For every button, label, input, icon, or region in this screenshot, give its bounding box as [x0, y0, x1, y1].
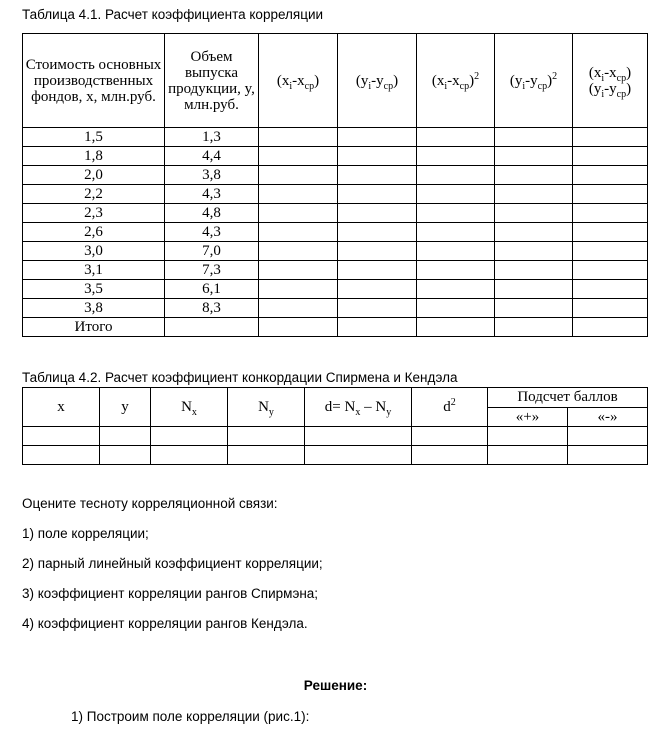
cell — [338, 204, 417, 223]
cell-x: 1,5 — [23, 128, 165, 147]
header-dxdy: $(x_i-x_{ср})$ $(y_i-y_{ср})$ — [573, 34, 648, 128]
cell — [417, 166, 495, 185]
cell-x: 3,5 — [23, 280, 165, 299]
table-row — [23, 427, 648, 446]
header-dx2: $(x_i-x_{ср})^2$ — [417, 34, 495, 128]
cell — [338, 280, 417, 299]
cell-x: 3,0 — [23, 242, 165, 261]
cell — [338, 223, 417, 242]
cell — [568, 446, 648, 465]
cell-x: 2,3 — [23, 204, 165, 223]
cell — [568, 427, 648, 446]
table1-caption: Таблица 4.1. Расчет коэффициента корреляции — [22, 7, 324, 22]
cell — [259, 204, 338, 223]
cell — [573, 280, 648, 299]
cell-x: 2,2 — [23, 185, 165, 204]
cell-y: 4,3 — [165, 223, 259, 242]
cell — [151, 446, 228, 465]
cell — [259, 166, 338, 185]
table-row — [23, 128, 648, 147]
cell — [573, 318, 648, 337]
cell-y: 4,3 — [165, 185, 259, 204]
cell — [573, 147, 648, 166]
task-item-1: 1) поле корреляции; — [22, 526, 149, 541]
cell — [259, 261, 338, 280]
total-row — [23, 318, 648, 337]
tasks-intro: Оцените тесноту корреляционной связи: — [22, 496, 278, 511]
header-nx: $N_x$ — [151, 388, 228, 427]
cell — [573, 223, 648, 242]
cell — [573, 261, 648, 280]
cell-y: 3,8 — [165, 166, 259, 185]
cell-y: 4,8 — [165, 204, 259, 223]
header-y: y — [100, 388, 151, 427]
cell — [259, 147, 338, 166]
table-row — [23, 280, 648, 299]
cell — [100, 427, 151, 446]
cell — [259, 223, 338, 242]
header-plus: «+» — [488, 407, 568, 427]
cell — [495, 204, 573, 223]
rank-table — [22, 387, 648, 465]
cell-x: 2,0 — [23, 166, 165, 185]
cell — [495, 185, 573, 204]
cell — [573, 204, 648, 223]
cell — [495, 318, 573, 337]
cell — [259, 128, 338, 147]
cell — [488, 427, 568, 446]
cell — [23, 446, 100, 465]
header-d2: $d^2$ — [412, 388, 488, 427]
header-minus: «-» — [568, 407, 648, 427]
cell — [338, 242, 417, 261]
cell — [417, 128, 495, 147]
cell-y: 4,4 — [165, 147, 259, 166]
table-row — [23, 204, 648, 223]
cell-x: 2,6 — [23, 223, 165, 242]
cell-x: 3,8 — [23, 299, 165, 318]
cell — [495, 261, 573, 280]
header-x: Стоимость основных производственных фондов, x, млн.руб. — [23, 34, 165, 128]
cell — [259, 299, 338, 318]
cell — [573, 242, 648, 261]
cell — [573, 185, 648, 204]
cell — [338, 299, 417, 318]
cell — [412, 427, 488, 446]
cell — [23, 427, 100, 446]
cell — [417, 299, 495, 318]
cell — [259, 242, 338, 261]
cell-y: 7,3 — [165, 261, 259, 280]
solution-step-1: 1) Построим поле корреляции (рис.1): — [71, 709, 310, 724]
header-dx: $(x_i-x_{ср})$ — [259, 34, 338, 128]
table-row — [23, 147, 648, 166]
cell — [495, 223, 573, 242]
cell — [412, 446, 488, 465]
cell — [417, 185, 495, 204]
cell — [259, 318, 338, 337]
cell — [305, 427, 412, 446]
cell — [495, 147, 573, 166]
cell — [573, 299, 648, 318]
cell — [495, 166, 573, 185]
cell — [417, 318, 495, 337]
table-row — [23, 242, 648, 261]
cell — [488, 446, 568, 465]
solution-title: Решение: — [303, 678, 368, 693]
header-y: Объем выпуска продукции, y, млн.руб. — [165, 34, 259, 128]
cell — [338, 318, 417, 337]
cell — [259, 185, 338, 204]
header-dy2: $(y_i-y_{ср})^2$ — [495, 34, 573, 128]
header-x: x — [23, 388, 100, 427]
header-score: Подсчет баллов — [488, 388, 648, 408]
cell — [100, 446, 151, 465]
cell — [573, 128, 648, 147]
cell — [495, 299, 573, 318]
header-dy: $(y_i-y_{ср})$ — [338, 34, 417, 128]
table-row — [23, 446, 648, 465]
table-row — [23, 261, 648, 280]
cell — [495, 280, 573, 299]
cell-y: 8,3 — [165, 299, 259, 318]
cell-x: 1,8 — [23, 147, 165, 166]
cell — [417, 261, 495, 280]
cell — [165, 318, 259, 337]
cell-y: 1,3 — [165, 128, 259, 147]
cell — [151, 427, 228, 446]
table-row — [23, 185, 648, 204]
cell — [495, 128, 573, 147]
cell — [417, 223, 495, 242]
task-item-2: 2) парный линейный коэффициент корреляции; — [22, 556, 323, 571]
cell — [338, 147, 417, 166]
cell — [338, 185, 417, 204]
cell — [495, 242, 573, 261]
table-row — [23, 166, 648, 185]
cell — [417, 147, 495, 166]
cell — [338, 128, 417, 147]
cell — [417, 280, 495, 299]
cell-y: 6,1 — [165, 280, 259, 299]
header-d: $d= N_x - N_y$ — [305, 388, 412, 427]
cell — [417, 242, 495, 261]
cell-y: 7,0 — [165, 242, 259, 261]
table-row — [23, 223, 648, 242]
cell — [338, 166, 417, 185]
task-item-4: 4) коэффициент корреляции рангов Кендэла. — [22, 616, 308, 631]
cell — [259, 280, 338, 299]
cell — [338, 261, 417, 280]
total-label: Итого — [23, 318, 165, 337]
cell — [228, 427, 305, 446]
cell — [573, 166, 648, 185]
task-item-3: 3) коэффициент корреляции рангов Спирмэна; — [22, 586, 319, 601]
cell-x: 3,1 — [23, 261, 165, 280]
cell — [305, 446, 412, 465]
cell — [417, 204, 495, 223]
cell — [228, 446, 305, 465]
header-ny: $N_y$ — [228, 388, 305, 427]
correlation-table — [22, 33, 648, 337]
table2-caption: Таблица 4.2. Расчет коэффициент конкордации Спирмена и Кендэла — [22, 370, 458, 385]
table-row — [23, 299, 648, 318]
